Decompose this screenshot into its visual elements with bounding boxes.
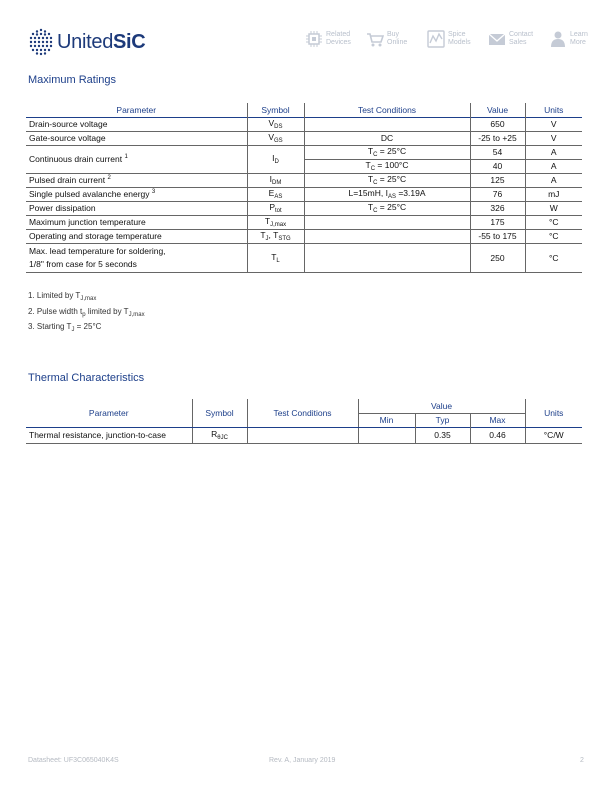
- symbol-cell: $I_{DM}$: [247, 173, 304, 187]
- unit-cell: A: [525, 173, 582, 187]
- unit-cell: °C: [525, 229, 582, 243]
- max-ratings-title: Maximum Ratings: [28, 74, 117, 86]
- max-ratings-table: [26, 103, 582, 273]
- test-cell: [304, 117, 470, 131]
- logo-wordmark: UnitedSiC: [57, 30, 146, 53]
- value-cell: -25 to +25: [470, 131, 525, 145]
- footer-revision: Rev. A, January 2019: [269, 757, 336, 764]
- thermal-table: [26, 399, 582, 444]
- nav-contact-sales[interactable]: [487, 29, 539, 49]
- param-cell: Max. lead temperature for soldering, 1/8" from case for 5 seconds: [29, 245, 166, 269]
- footer-datasheet: Datasheet: UF3C065040K4S: [28, 757, 119, 764]
- col-header-test-conditions: Test Conditions: [304, 103, 470, 117]
- envelope-icon: [487, 29, 507, 49]
- unit-cell: A: [525, 159, 582, 173]
- user-icon: [548, 29, 568, 49]
- col-header-value: Value: [470, 103, 525, 117]
- value-cell: 650: [470, 117, 525, 131]
- symbol-cell: $I_D$: [247, 145, 304, 173]
- nav-label: Related Devices: [326, 31, 351, 46]
- symbol-cell: $E_{AS}$: [247, 187, 304, 201]
- test-cell: $T_C = 25^\circ C$: [304, 173, 470, 187]
- min-cell: [358, 427, 415, 443]
- param-cell: Power dissipation: [29, 203, 96, 213]
- col-header-value: Value: [358, 399, 525, 413]
- table-row: [26, 173, 582, 187]
- table-row: [26, 201, 582, 215]
- nav-buy-online[interactable]: [365, 29, 417, 49]
- table-row: [26, 215, 582, 229]
- col-header-symbol: Symbol: [247, 103, 304, 117]
- footnote-3: 3. Starting $T_J = 25^\circ C$: [28, 322, 102, 333]
- value-cell: 40: [470, 159, 525, 173]
- symbol-cell: $R_{\theta JC}$: [192, 427, 247, 443]
- test-cell: [304, 215, 470, 229]
- symbol-cell: $T_J$, $T_{STG}$: [247, 229, 304, 243]
- typ-cell: 0.35: [415, 427, 470, 443]
- symbol-cell: $V_{GS}$: [247, 131, 304, 145]
- param-cell: Continuous drain current $^1$: [26, 145, 247, 173]
- value-cell: 175: [470, 215, 525, 229]
- max-cell: 0.46: [470, 427, 525, 443]
- header-nav: [304, 29, 609, 49]
- unit-cell: A: [525, 145, 582, 159]
- col-header-typ: Typ: [415, 413, 470, 427]
- test-cell: [247, 427, 358, 443]
- col-header-max: Max: [470, 413, 525, 427]
- nav-label: Contact Sales: [509, 31, 534, 46]
- symbol-cell: $T_{J,max}$: [247, 215, 304, 229]
- test-cell: $T_C = 100^\circ C$: [304, 159, 470, 173]
- unit-cell: °C/W: [525, 427, 582, 443]
- value-cell: 76: [470, 187, 525, 201]
- table-row: [26, 243, 582, 272]
- footnote-2: 2. Pulse width $t_p$ limited by $T_{J,max}$: [28, 306, 145, 318]
- spice-model-icon: [426, 29, 446, 49]
- unitedsic-logo[interactable]: [28, 27, 145, 57]
- symbol-cell: $T_L$: [247, 243, 304, 272]
- value-cell: 250: [470, 243, 525, 272]
- col-header-units: Units: [525, 399, 582, 427]
- symbol-cell: $P_{tot}$: [247, 201, 304, 215]
- test-cell: $T_C = 25^\circ C$: [304, 201, 470, 215]
- footnote-1: 1. Limited by $T_{J,max}$: [28, 291, 97, 302]
- param-cell: Pulsed drain current $^2$: [29, 175, 111, 185]
- param-cell: Maximum junction temperature: [29, 217, 146, 227]
- unit-cell: mJ: [525, 187, 582, 201]
- footnotes: [28, 290, 145, 337]
- table-row: [26, 229, 582, 243]
- test-cell: $T_C = 25^\circ C$: [304, 145, 470, 159]
- thermal-title: Thermal Characteristics: [28, 372, 145, 384]
- test-cell: DC: [304, 131, 470, 145]
- param-cell: Drain-source voltage: [29, 119, 108, 129]
- value-cell: -55 to 175: [470, 229, 525, 243]
- table-row: [26, 427, 582, 443]
- nav-label: Spice Models: [448, 31, 471, 46]
- value-cell: 125: [470, 173, 525, 187]
- col-header-parameter: Parameter: [116, 104, 157, 115]
- nav-related-devices[interactable]: [304, 29, 356, 49]
- nav-label: Buy Online: [387, 31, 408, 46]
- unit-cell: °C: [525, 215, 582, 229]
- col-header-min: Min: [358, 413, 415, 427]
- value-cell: 326: [470, 201, 525, 215]
- col-header-parameter: Parameter: [26, 399, 192, 427]
- table-row: [26, 187, 582, 201]
- nav-spice-models[interactable]: [426, 29, 478, 49]
- logo-dot-globe-icon: [28, 27, 54, 57]
- unit-cell: V: [525, 131, 582, 145]
- footer-page-number: 2: [580, 757, 584, 764]
- param-cell: Gate-source voltage: [29, 133, 106, 143]
- table-header-row: [26, 399, 582, 413]
- param-cell: Operating and storage temperature: [29, 231, 162, 241]
- table-row: [26, 145, 582, 159]
- test-cell: [304, 243, 470, 272]
- table-header-row: [26, 103, 582, 117]
- unit-cell: W: [525, 201, 582, 215]
- param-cell: Single pulsed avalanche energy $^3$: [29, 189, 156, 199]
- nav-learn-more[interactable]: [548, 29, 600, 49]
- test-cell: L=15mH, $I_{AS} =3.19A$: [304, 187, 470, 201]
- cart-icon: [365, 29, 385, 49]
- chip-icon: [304, 29, 324, 49]
- test-cell: [304, 229, 470, 243]
- table-row: [26, 117, 582, 131]
- symbol-cell: $V_{DS}$: [247, 117, 304, 131]
- value-cell: 54: [470, 145, 525, 159]
- unit-cell: °C: [525, 243, 582, 272]
- col-header-units: Units: [525, 103, 582, 117]
- col-header-test-conditions: Test Conditions: [247, 399, 358, 427]
- col-header-symbol: Symbol: [192, 399, 247, 427]
- nav-label: Learn More: [570, 31, 588, 46]
- unit-cell: V: [525, 117, 582, 131]
- table-row: [26, 131, 582, 145]
- param-cell: Thermal resistance, junction-to-case: [29, 430, 167, 440]
